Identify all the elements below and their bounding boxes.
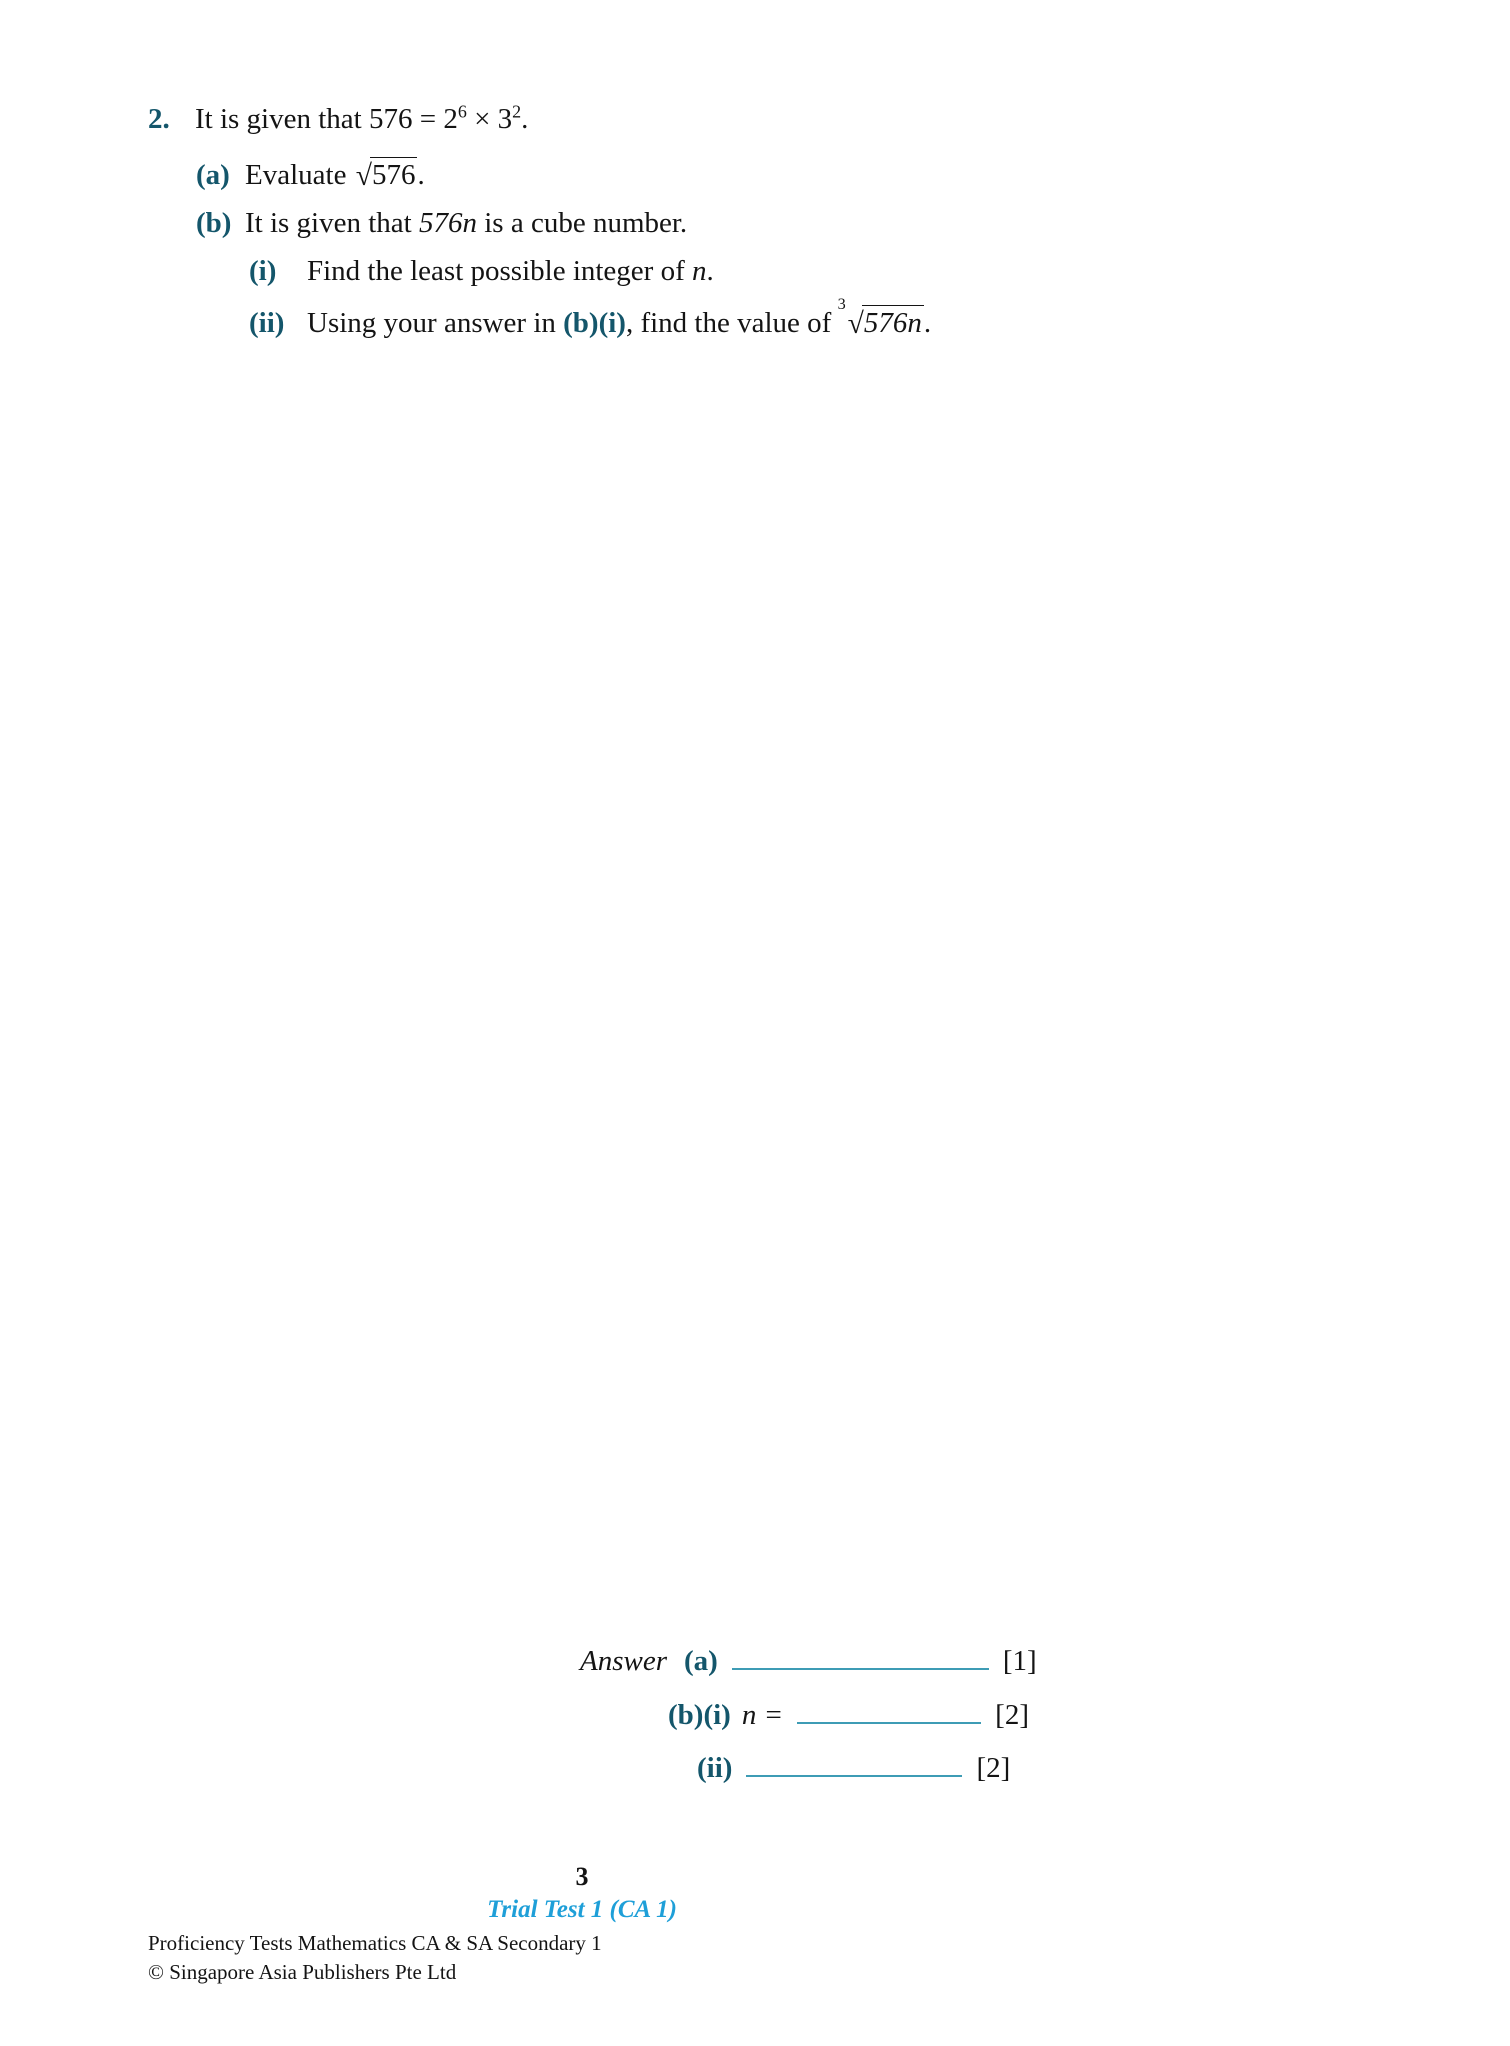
- part-b-row: [196, 207, 687, 240]
- part-b-i-row: [249, 255, 714, 288]
- answer-blank-b-ii[interactable]: [746, 1775, 962, 1777]
- part-b-ii-text-end: .: [923, 307, 932, 339]
- part-b-ii-reference: (b)(i): [563, 307, 626, 339]
- publisher-line-2: © Singapore Asia Publishers Pte Ltd: [148, 1959, 457, 1984]
- publisher-footnote: [148, 1929, 602, 1987]
- stem-prefix: It is given that 576 = 2: [195, 103, 458, 135]
- part-b-text: [245, 207, 687, 240]
- part-a-label: (a): [196, 159, 230, 191]
- part-b-i-label: (i): [249, 255, 277, 287]
- radicand: 576n: [863, 307, 922, 339]
- square-root-expression: [354, 157, 418, 192]
- marks-a: [1]: [1002, 1645, 1037, 1677]
- marks-b-i: [2]: [995, 1699, 1029, 1731]
- part-b-label: (b): [196, 207, 232, 239]
- radical-symbol-icon: √: [355, 160, 372, 192]
- stem-mid: × 3: [466, 103, 513, 135]
- answer-equals-b-i: n =: [741, 1699, 784, 1731]
- part-b-ii-row: [249, 295, 932, 340]
- part-a-text-after: .: [417, 159, 425, 191]
- answer-line-b-ii: [697, 1752, 1010, 1785]
- answer-label-b-i: (b)(i): [668, 1699, 731, 1731]
- part-b-i-text-plain: Find the least possible integer of: [307, 255, 692, 287]
- question-stem-row: [148, 103, 528, 136]
- page-number: 3: [575, 1862, 589, 1891]
- question-stem-text: [195, 103, 528, 136]
- part-b-i-text-rest: .: [706, 255, 714, 287]
- part-b-ii-text: [307, 295, 932, 340]
- part-b-ii-text-plain: Using your answer in: [307, 307, 564, 339]
- radicand: 576: [371, 159, 416, 191]
- marks-b-ii: [2]: [976, 1752, 1011, 1784]
- test-title: Trial Test 1 (CA 1): [487, 1896, 677, 1923]
- answer-line-a: [580, 1645, 1037, 1678]
- part-b-ii-text-rest: , find the value of: [625, 307, 839, 339]
- answer-blank-b-i[interactable]: [797, 1722, 981, 1724]
- radical-index: 3: [837, 295, 846, 313]
- answer-label-b-ii: (ii): [697, 1752, 733, 1784]
- part-b-text-math: 576n: [418, 207, 477, 239]
- answer-label-a: (a): [684, 1645, 718, 1677]
- part-a-text: [245, 157, 425, 192]
- part-a-row: [196, 157, 425, 192]
- stem-suffix: .: [521, 103, 529, 135]
- part-b-i-variable: n: [692, 255, 707, 287]
- cube-root-expression: [837, 295, 924, 340]
- question-number: 2.: [148, 103, 170, 135]
- answer-line-b-i: [668, 1699, 1029, 1732]
- radical-symbol-icon: √: [847, 308, 864, 340]
- answer-blank-a[interactable]: [732, 1668, 989, 1670]
- part-b-text-rest: is a cube number.: [476, 207, 688, 239]
- stem-exponent-2: 2: [512, 101, 522, 122]
- publisher-line-1: Proficiency Tests Mathematics CA & SA Secondary 1: [148, 1931, 602, 1955]
- part-a-text-before: Evaluate: [245, 159, 347, 191]
- part-b-text-plain: It is given that: [245, 207, 419, 239]
- answer-word: Answer: [580, 1645, 667, 1677]
- part-b-ii-label: (ii): [249, 307, 285, 339]
- part-b-i-text: [307, 255, 714, 288]
- stem-exponent-1: 6: [457, 101, 467, 122]
